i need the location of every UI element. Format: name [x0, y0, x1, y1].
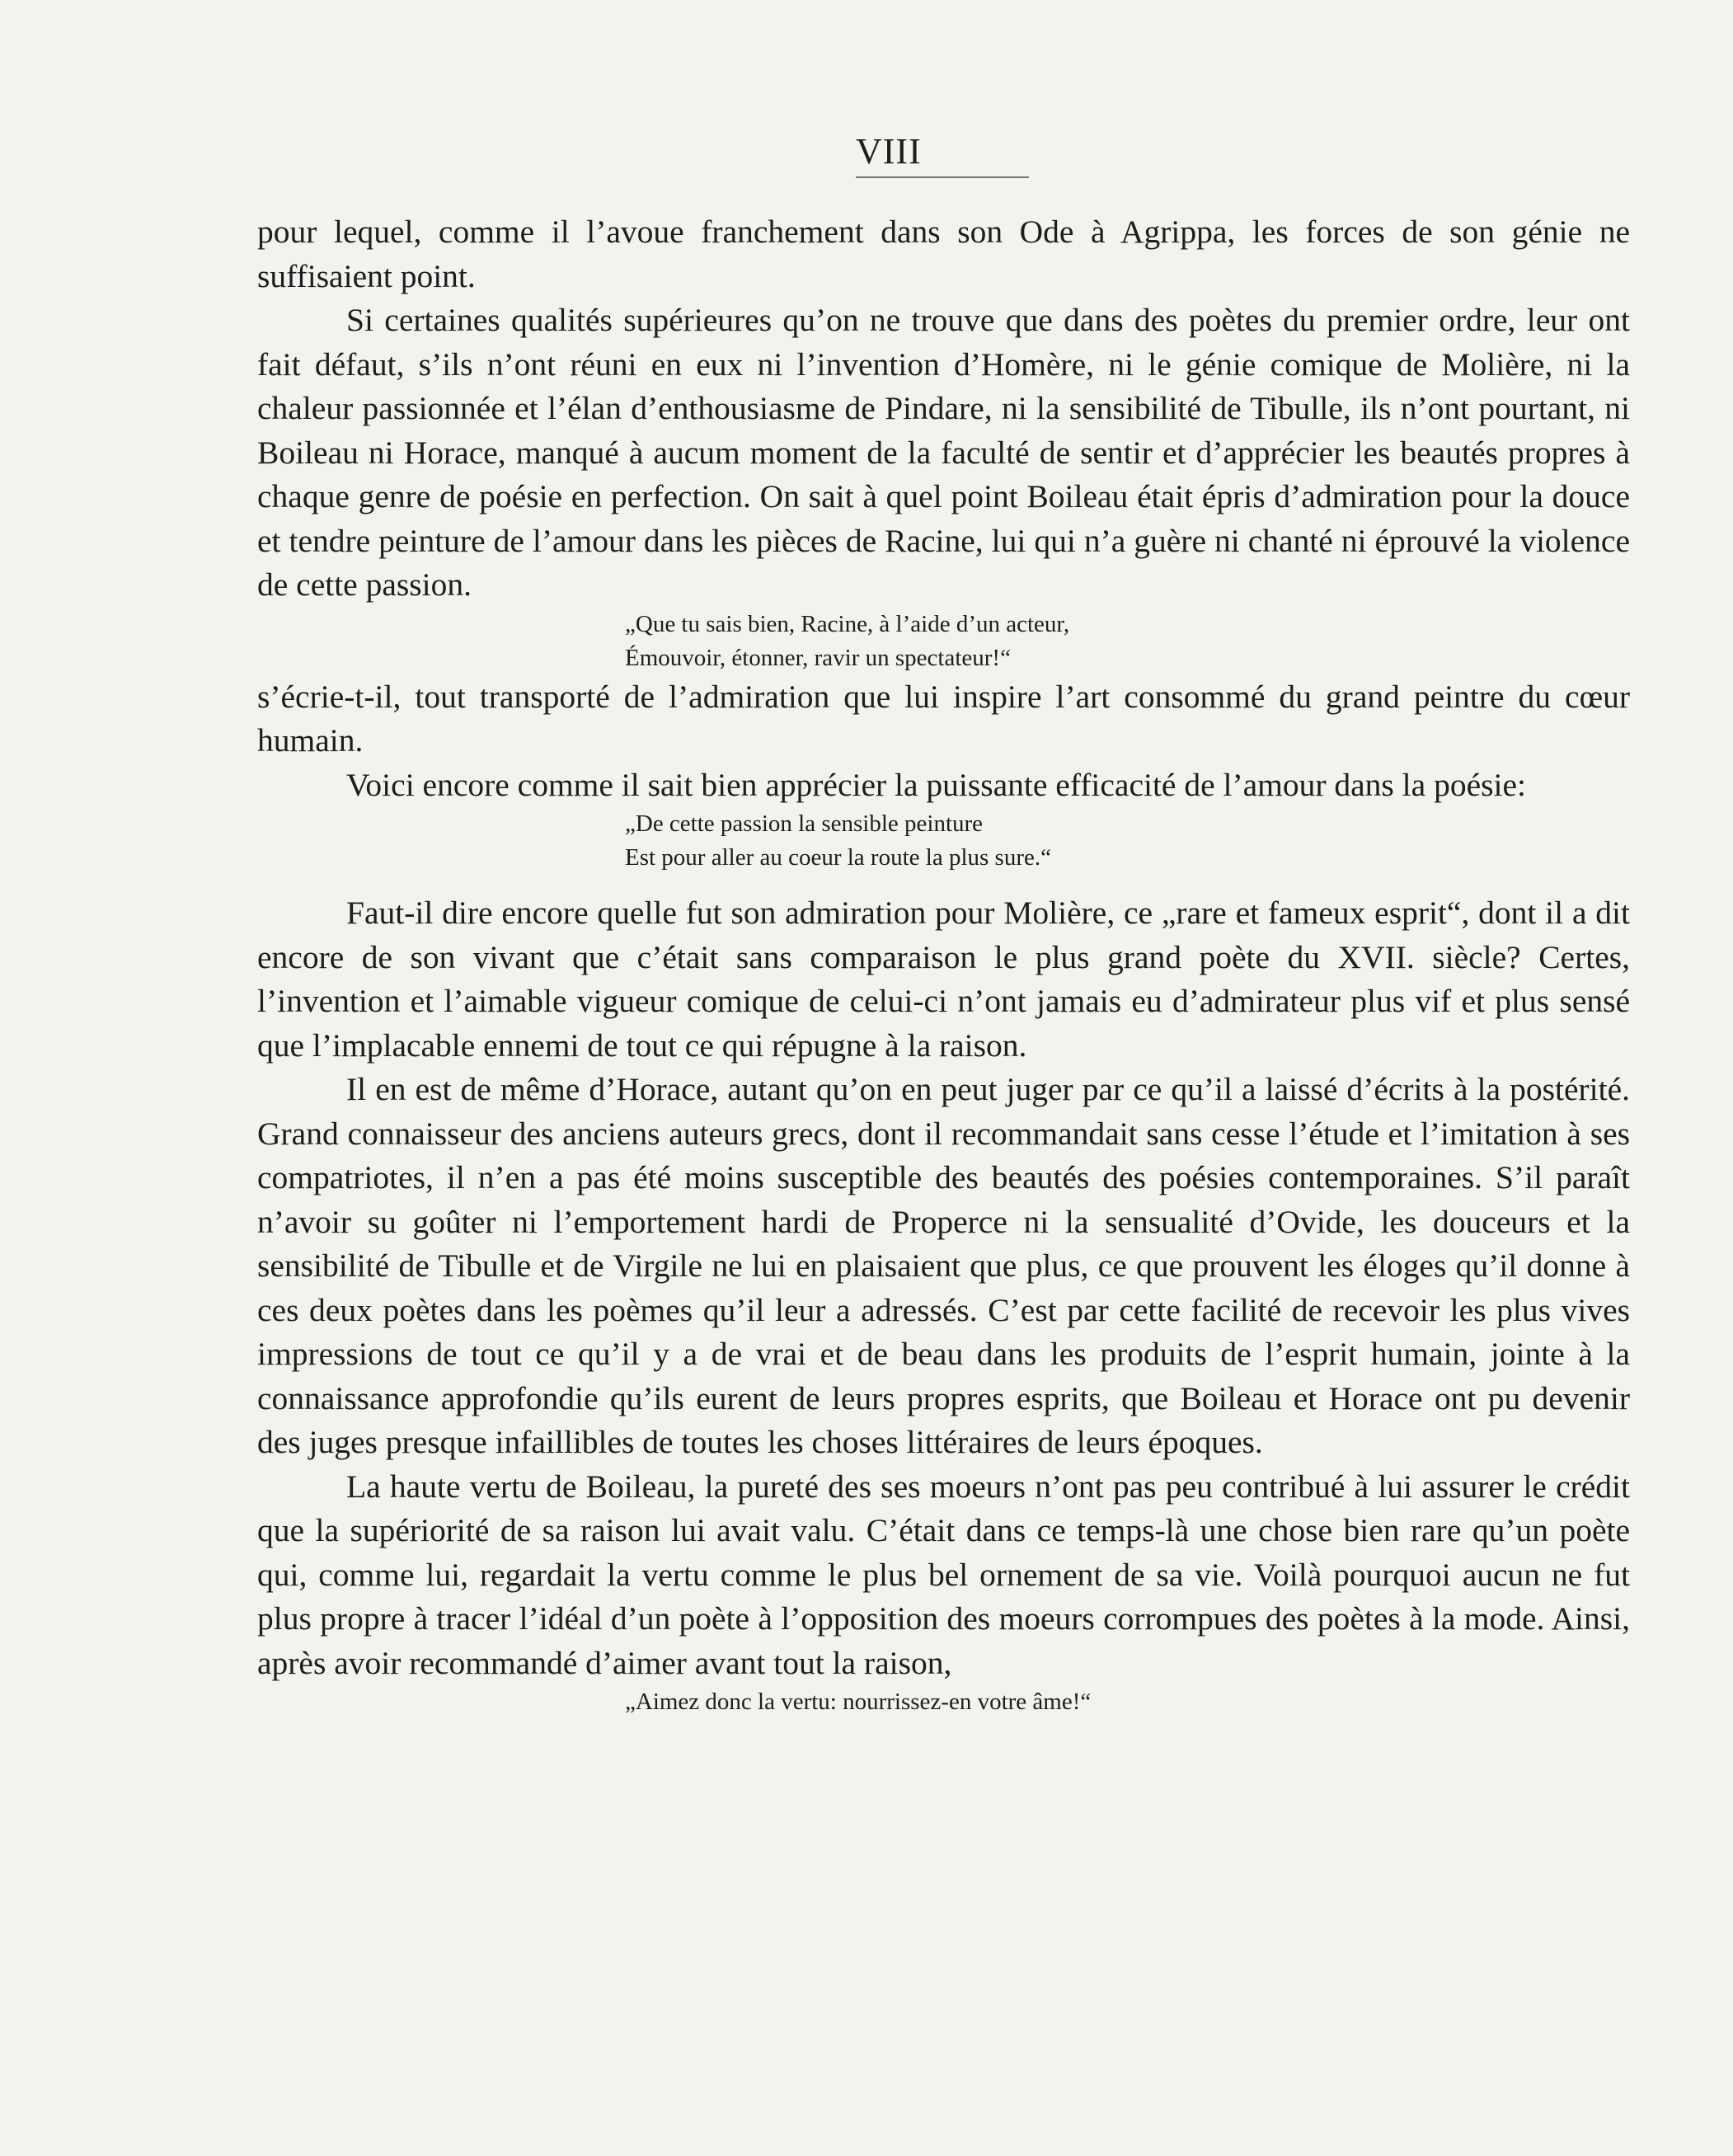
- paragraph: Faut-il dire encore quelle fut son admiration pour Molière, ce „rare et fameux esprit“, dont il a dit encore de son vivant que c’était sans comparaison le plus grand poète du XVII. siècle? Certes, l’invention et l’aimable vigueur comique de celui-ci n’ont jamais eu d’admirateur plus vif et plus sensé que l’implacable ennemi de tout ce qui répugne à la raison.: [257, 895, 1630, 1064]
- paragraph: pour lequel, comme il l’avoue franchement dans son Ode à Agrippa, les forces de son génie ne suffisaient point.: [257, 214, 1630, 294]
- paragraph: s’écrie-t-il, tout transporté de l’admiration que lui inspire l’art consommé du grand peintre du cœur humain.: [257, 678, 1630, 759]
- verse-line: Est pour aller au coeur la route la plus sure.“: [625, 844, 1051, 871]
- paragraph: Si certaines qualités supérieures qu’on ne trouve que dans des poètes du premier ordre, leur ont fait défaut, s’ils n’ont réuni en eux ni l’invention d’Homère, ni le génie comique de Molière, ni la chaleur passionnée et l’élan d’enthousiasme de Pindare, ni la sensibilité de Tibulle, ils n’ont pourtant, ni Boileau ni Horace, manqué à aucum moment de la faculté de sentir et d’apprécier les beautés propres à chaque genre de poésie en perfection. On sait à quel point Boileau était épris d’admiration pour la douce et tendre peinture de l’amour dans les pièces de Racine, lui qui n’a guère ni chanté ni éprouvé la violence de cette passion.: [257, 302, 1630, 603]
- page-number: VIII: [856, 131, 922, 171]
- verse-line: „De cette passion la sensible peinture: [625, 810, 984, 837]
- verse-quote: [625, 1685, 1630, 1719]
- verse-quote: [625, 608, 1630, 675]
- paragraph: La haute vertu de Boileau, la pureté des ses moeurs n’ont pas peu contribué à lui assurer le crédit que la supériorité de sa raison lui avait valu. C’était dans ce temps-là une chose bien rare qu’un poète qui, comme lui, regardait la vertu comme le plus bel ornement de sa vie. Voilà pourquoi aucun ne fut plus propre à tracer l’idéal d’un poète à l’opposition des moeurs corrompues des poètes à la mode. Ainsi, après avoir recommandé d’aimer avant tout la raison,: [257, 1468, 1630, 1681]
- body-text: [257, 210, 1630, 1719]
- verse-line: „Aimez donc la vertu: nourrissez-en votre âme!“: [625, 1689, 1092, 1715]
- paragraph: Il en est de même d’Horace, autant qu’on en peut juger par ce qu’il a laissé d’écrits à la postérité. Grand connaisseur des anciens auteurs grecs, dont il recommandait sans cesse l’étude et l’imitation à ses compatriotes, il n’en a pas été moins susceptible des beautés des poésies contemporaines. S’il paraît n’avoir su goûter ni l’emportement hardi de Properce ni la sensualité d’Ovide, les douceurs et la sensibilité de Tibulle et de Virgile ne lui en plaisaient que plus, ce que prouvent les éloges qu’il donne à ces deux poètes dans les poèmes qu’il leur a adressés. C’est par cette facilité de recevoir les plus vives impressions de tout ce qu’il y a de vrai et de beau dans les produits de l’esprit humain, jointe à la connaissance approfondie qu’ils eurent de leurs propres esprits, que Boileau et Horace ont pu devenir des juges presque infaillibles de toutes les choses littéraires de leurs époques.: [257, 1071, 1630, 1460]
- paragraph: Voici encore comme il sait bien apprécier la puissante efficacité de l’amour dans la poésie:: [346, 766, 1526, 803]
- verse-line: Émouvoir, étonner, ravir un spectateur!“: [625, 644, 1011, 671]
- verse-quote: [625, 807, 1630, 875]
- header-rule: [856, 176, 1029, 178]
- verse-line: „Que tu sais bien, Racine, à l’aide d’un acteur,: [625, 610, 1070, 637]
